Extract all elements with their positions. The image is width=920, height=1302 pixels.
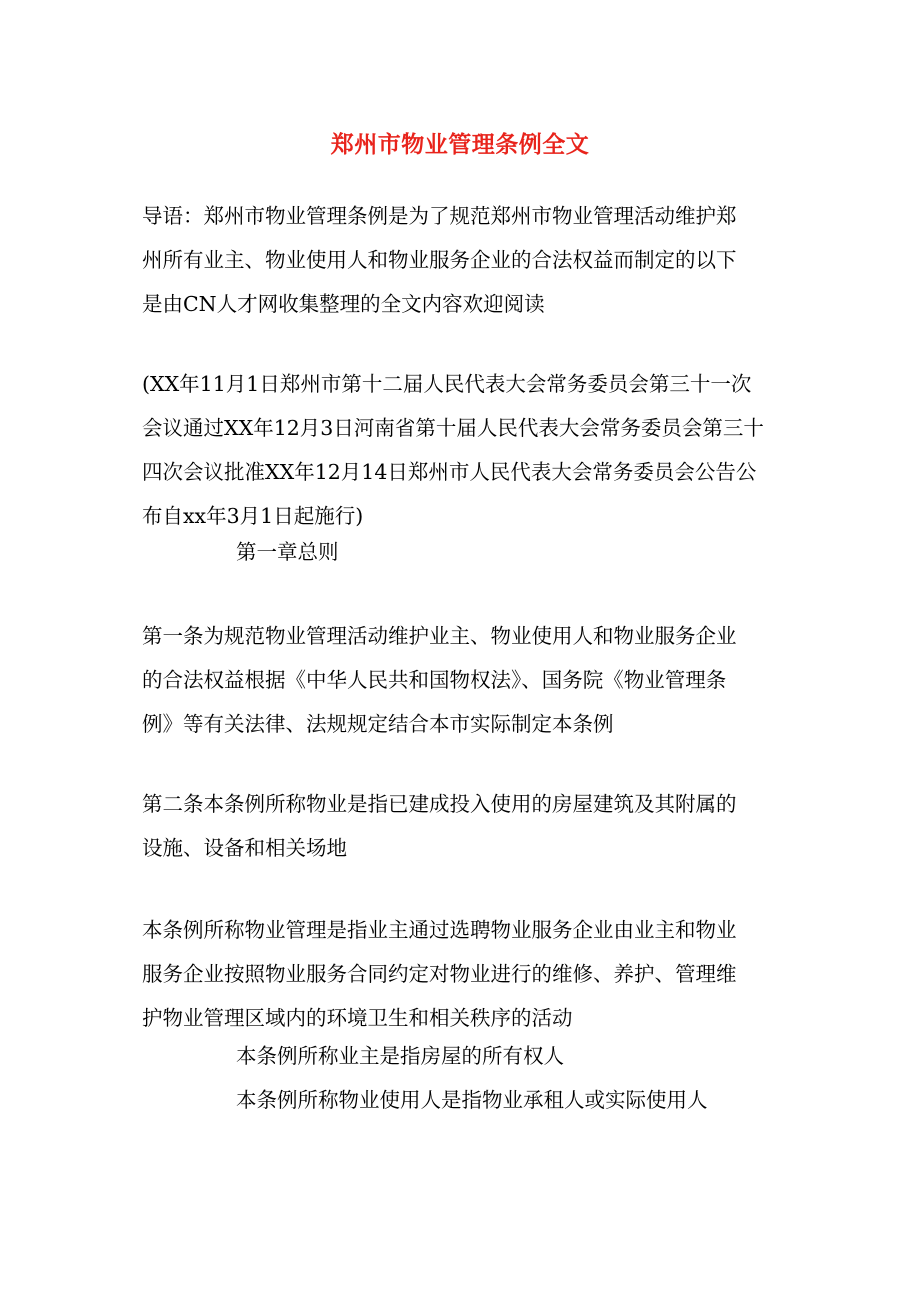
article-1-line: 例》等有关法律、法规规定结合本市实际制定本条例 [142, 712, 614, 736]
user-definition: 本条例所称物业使用人是指物业承租人或实际使用人 [236, 1088, 708, 1112]
enactment-note-paragraph [142, 362, 788, 538]
article-1-paragraph [142, 614, 788, 746]
management-definition-paragraph [142, 908, 788, 1040]
intro-line: 导语：郑州市物业管理条例是为了规范郑州市物业管理活动维护郑 [142, 204, 737, 228]
chapter-heading: 第一章总则 [236, 540, 339, 564]
note-line: (XX年11月1日郑州市第十二届人民代表大会常务委员会第三十一次 [142, 372, 752, 396]
owner-definition: 本条例所称业主是指房屋的所有权人 [236, 1044, 564, 1068]
management-line: 护物业管理区域内的环境卫生和相关秩序的活动 [142, 1006, 573, 1030]
intro-paragraph [142, 194, 788, 326]
note-line: 布自xx年3月1日起施行) [142, 504, 364, 528]
note-line: 四次会议批准XX年12月14日郑州市人民代表大会常务委员会公告公 [142, 460, 757, 484]
document-title: 郑州市物业管理条例全文 [330, 131, 590, 159]
article-2-paragraph [142, 782, 788, 870]
intro-line: 州所有业主、物业使用人和物业服务企业的合法权益而制定的以下 [142, 248, 737, 272]
intro-line: 是由CN人才网收集整理的全文内容欢迎阅读 [142, 292, 545, 316]
article-2-line: 第二条本条例所称物业是指已建成投入使用的房屋建筑及其附属的 [142, 792, 737, 816]
management-line: 本条例所称物业管理是指业主通过选聘物业服务企业由业主和物业 [142, 918, 737, 942]
article-1-line: 的合法权益根据《中华人民共和国物权法》、国务院《物业管理条 [142, 668, 727, 692]
article-2-line: 设施、设备和相关场地 [142, 836, 347, 860]
article-1-line: 第一条为规范物业管理活动维护业主、物业使用人和物业服务企业 [142, 624, 737, 648]
management-line: 服务企业按照物业服务合同约定对物业进行的维修、养护、管理维 [142, 962, 737, 986]
note-line: 会议通过XX年12月3日河南省第十届人民代表大会常务委员会第三十 [142, 416, 764, 440]
